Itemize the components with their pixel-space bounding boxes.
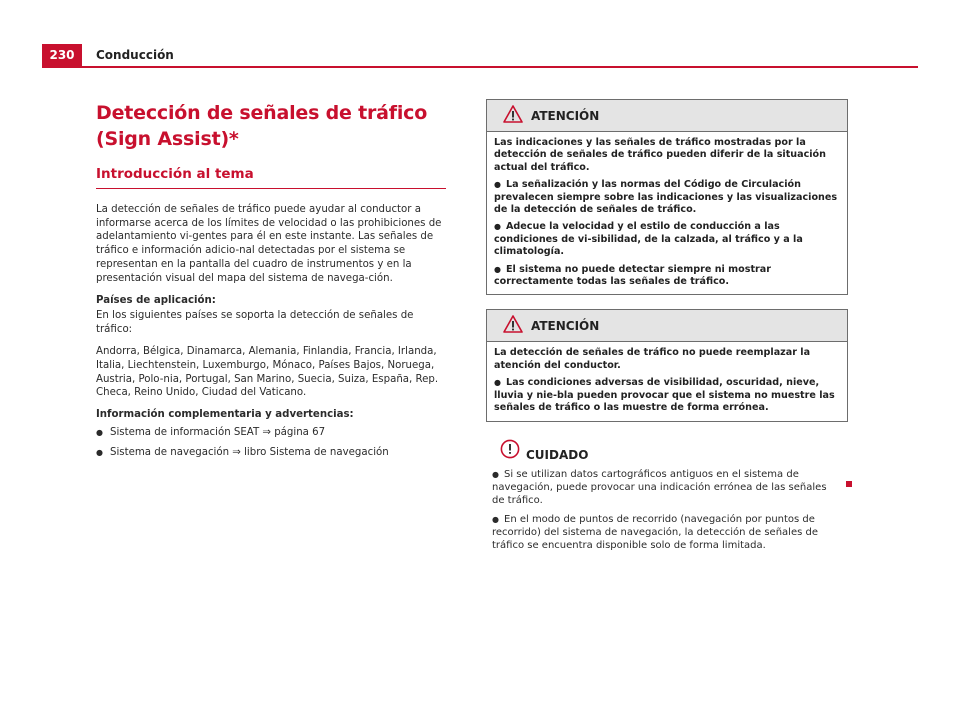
countries-list: Andorra, Bélgica, Dinamarca, Alemania, Finlandia, Francia, Irlanda, Italia, Liechtenstein, Luxemburgo, Mónaco, Países Bajos, Noruega, Austria, Polo-nia, Portugal, San Marino, Suecia, Suiza, España, Rep. Checa, Reino Unido, Ciudad del Vaticano. [96, 345, 439, 399]
warning-box-1-title: ATENCIÓN [531, 108, 600, 123]
bullet-icon: ● [492, 514, 499, 524]
bullet-icon: ● [494, 222, 501, 232]
page-number: 230 [42, 44, 82, 66]
countries-intro: En los siguientes países se soporta la detección de señales de tráfico: [96, 310, 414, 336]
warning-box-1-body [487, 132, 847, 294]
countries-heading: Países de aplicación: [96, 294, 216, 306]
intro-paragraph: La detección de señales de tráfico puede ayudar al conductor a informarse acerca de los límites de velocidad o las prohibiciones de adelantamiento vi-gentes para él en este instante. Las señales de tráfico e información adicio-nal detectadas por el sistema se representan en la pantalla del cuadro de instrumentos y en la presentación visual del mapa del sistema de navega-ción. [96, 203, 442, 284]
caution-title: CUIDADO [526, 447, 589, 462]
caution-exclamation-icon [500, 439, 520, 463]
section-title [96, 100, 446, 152]
warning-1-intro: Las indicaciones y las señales de tráfico mostradas por la detección de señales de tráfico pueden diferir de la situación actual del tráfico. [494, 137, 826, 173]
bullet-icon: ● [494, 378, 501, 388]
warning-box-2 [486, 309, 848, 421]
caution-item: Si se utilizan datos cartográficos antiguos en el sistema de navegación, puede provocar una indicación errónea de las señales de tráfico. [492, 468, 827, 506]
warning-triangle-icon [503, 105, 523, 127]
warning-box-2-body [487, 342, 847, 420]
info-heading: Información complementaria y advertencias: [96, 409, 354, 421]
warning-2-item: Las condiciones adversas de visibilidad, oscuridad, nieve, lluvia y nie-bla pueden provocar que el sistema no muestre las señales de tráfico o las muestre de forma errónea. [494, 377, 835, 414]
header-divider [42, 66, 918, 68]
warning-1-item: La señalización y las normas del Código de Circulación prevalecen siempre sobre las indicaciones y las visualizaciones de la detección de señales de tráfico. [494, 179, 838, 216]
warning-triangle-icon [503, 315, 523, 337]
warning-box-2-title: ATENCIÓN [531, 318, 600, 333]
section-subtitle: Introducción al tema [96, 168, 446, 189]
section-title-line1: Detección de señales de tráfico [96, 102, 428, 124]
section-title-line2: (Sign Assist)* [96, 128, 239, 150]
warning-box-1 [486, 99, 848, 295]
caution-item: En el modo de puntos de recorrido (navegación por puntos de recorrido) del sistema de navegación, la detección de señales de tráfico se encuentra disponible solo de forma limitada. [492, 513, 818, 551]
bullet-icon: ● [494, 264, 501, 274]
warning-box-2-header [487, 310, 847, 342]
info-item-navigation[interactable]: ● Sistema de navegación ⇒ libro Sistema de navegación [96, 446, 446, 460]
bullet-icon: ● [492, 469, 499, 479]
warning-2-intro: La detección de señales de tráfico no puede reemplazar la atención del conductor. [494, 347, 811, 371]
info-list [96, 426, 446, 460]
section-end-marker [846, 481, 852, 487]
bullet-icon: ● [494, 180, 501, 190]
caution-header [486, 440, 848, 462]
chapter-title: Conducción [96, 48, 174, 62]
warning-1-item: Adecue la velocidad y el estilo de conducción a las condiciones de vi-sibilidad, de la calzada, al tráfico y a la climatología. [494, 221, 803, 258]
left-column [96, 100, 446, 466]
caution-body [486, 462, 848, 552]
warning-box-1-header [487, 100, 847, 132]
right-column [486, 99, 848, 558]
info-item-seat-system[interactable]: ● Sistema de información SEAT ⇒ página 67 [96, 426, 446, 440]
warning-1-item: El sistema no puede detectar siempre ni mostrar correctamente todas las señales de tráfico. [494, 263, 771, 288]
caution-section [486, 440, 848, 552]
